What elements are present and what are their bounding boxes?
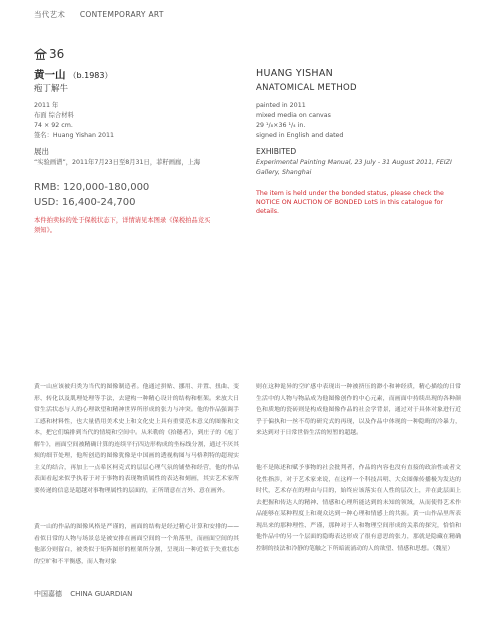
artist-dates: （b.1983） — [68, 71, 113, 80]
lot-hammer-icon — [34, 48, 47, 60]
lot-number-value: 36 — [49, 47, 65, 61]
artwork-details-cn: 2011 年 布面 综合材料 74 × 92 cm. 签名：Huang Yishan 2011 — [34, 102, 114, 139]
footer-brand-cn: 中国嘉德 — [34, 590, 62, 598]
estimate-usd: USD: 16,400-24,700 — [34, 197, 136, 208]
exhibition-text-en: Experimental Painting Manual, 23 July - 31 August 2011, FEIZI Gallery, Shanghai — [256, 159, 452, 176]
exhibition-heading-en: EXHIBITED — [256, 147, 297, 156]
lot-number — [34, 47, 64, 61]
running-header — [34, 9, 164, 20]
section-title-en: CONTEMPORARY ART — [79, 10, 164, 19]
artwork-title-cn: 疱丁解牛 — [34, 84, 69, 94]
page-footer — [34, 589, 132, 599]
section-title-cn: 当代艺术 — [34, 10, 66, 19]
essay-paragraph-2: 黄一山的作品的图像风格是严谨的，画面的结构是经过精心计算和安排的——看似日常的人物与场景总是被安排在画面空间的一个角落里，而画面空间的其他部分则留白，被类似于矩阵图形的框架所分割，呈现出一种近似于失重状态的空旷和不平衡感，而人物对象 — [34, 524, 239, 565]
artist-name-en: HUANG YISHAN — [256, 68, 334, 79]
footer-brand-en: CHINA GUARDIAN — [70, 590, 133, 598]
essay-paragraph-3: 则在这种诡异的空旷感中表现出一种被挤压的渺小和神经质，精心描绘的日常生活中的人物与物品成为他图像创作的中心元素，而画面中持续出现的各种颜色和质地的瓷砖则是构成他图像作品的社会学背景，通过对于具体对象进行近乎于偏执和一丝不苟的研究式的再现，以及作品中体现的一种隐晦的冷暴力，来达到对于日常世俗生活的短暂的超越。 — [256, 384, 461, 436]
essay-paragraph-1: 黄一山应该被归类为当代的图像制造者。他通过拼贴、挪用、并置、扭曲、变形、转化以及肌理处理等手法，去建构一种精心设计的结构和框架。来放大日常生活状态与人的心理欲望和精神世界所形成的张力与冲突。他的作品强调手工感和材料性，也大量借用美术史上和文化史上具有重要范本意义的图像和文本，把它们编排到当代的情境和空间中。从米勒的《拾穗者》，到庄子的《庖丁解牛》，画面空间被精确计算的连续平行四边形构成的坐标线分割，通过不厌其烦的细节处理，他所创造的图像犹像是中国画的透视构图与马格利特的超现实主义的结合，再加上一点希区柯克式的层层心理气氛的铺垫和经营，他的作品表面看起来似乎执着于对于事物的表现物质属性的表达和刻画，其实艺术家所要传递的信息是超越对事物理属性的层面的，正所谓意在言外、意在画外。 — [34, 384, 239, 494]
bonded-notice-en: The item is held under the bonded status, please check the NOTICE ON AUCTION OF BONDED LotS in this catalogue for details. — [256, 190, 444, 215]
exhibition-heading-cn: 展出 — [34, 147, 49, 156]
essay-paragraph-4: 他不是陈述和赋予事物的社会批判者，作品的内容也没有直接的政治性或者文化性指涉，对于艺术家来说，在这样一个科技昌明、大众图像传播极为发达的时代，艺术存在的理由与目的，始终应该落实在人性的层次上，并在此层面上去把握和传达人的精神、情感和心理所能达到的未知的领域，从而使得艺术作品能够在某种程度上和观众达到一种心理和情感上的共振。黄一山作品里所表现出来的那种理性、严谨，那种对于人和物理空间形成的关系的探究，恰恰和他作品中的另一个层面的隐晦表达形成了很有意思的张力，那就是隐藏在精确控制的技法和冷静的笔触之下所暗流涌动的人的欲望、情感和思想。（魏星） — [256, 465, 461, 552]
artwork-title-en: ANATOMICAL METHOD — [256, 83, 357, 93]
bonded-notice-cn: 本件拍卖标的处于保税状态下，详情请见本图录《保税拍品竞买须知》。 — [34, 217, 211, 234]
artist-name-cn: 黄一山 （b.1983） — [34, 69, 113, 81]
artwork-details-en: painted in 2011 mixed media on canvas 29 ¹/₈×36 ¹/₄ in. signed in English and dated — [256, 102, 344, 139]
estimate-rmb: RMB: 120,000-180,000 — [34, 182, 150, 193]
exhibition-text-cn: “实验画谱”，2011年7月23日至8月31日，菲籽画廊，上海 — [34, 159, 201, 166]
